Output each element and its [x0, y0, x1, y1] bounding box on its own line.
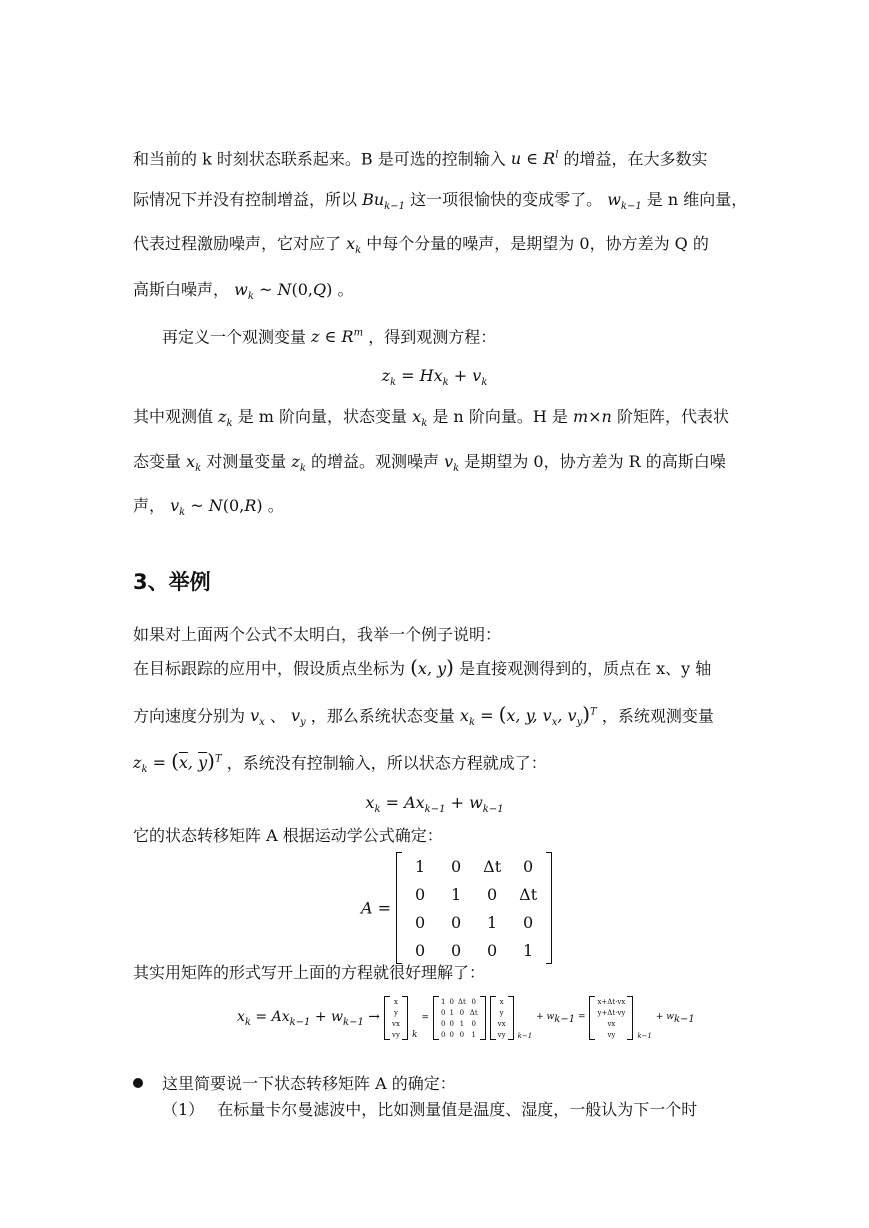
text: 是 m 阶向量，状态变量 — [237, 407, 408, 426]
text: 。 — [267, 496, 284, 515]
matrix-cell: 0 — [449, 997, 454, 1006]
matrix-cell: vy — [607, 1030, 616, 1039]
matrix-cell: 0 — [523, 912, 534, 932]
para3-line1 — [133, 407, 729, 434]
formula-zk: $z_k$ — [218, 407, 233, 430]
formula-xk: $x_k$ — [346, 234, 362, 257]
text: ，系统没有控制输入，所以状态方程就成了： — [226, 753, 547, 773]
formula-mxn: m×n — [572, 407, 612, 426]
matrix-cell: 1 — [459, 1019, 465, 1028]
text: 高斯白噪声， — [133, 280, 230, 299]
matrix-cell: 0 — [471, 1019, 476, 1028]
formula-v-dist: $v_k$ ~ N(0,R) — [170, 496, 263, 519]
text: 是直接观测得到的，质点在 x、y 轴 — [459, 659, 712, 678]
matrix-cell: 0 — [459, 1030, 465, 1039]
matrix-cell: Δt — [483, 856, 502, 876]
matrix-cell: vy — [392, 1030, 400, 1039]
matrix-cell: Δt — [457, 997, 466, 1006]
text: 是期望为 0，协方差为 R 的高斯白噪 — [464, 452, 726, 471]
matrix-cell: 0 — [451, 940, 462, 960]
expanded-equation: $x_k = Ax_{k-1} + w_{k-1}$ → x y vx vy k = 1 0 Δt 0 0 1 0 Δt 0 0 1 0 0 0 0 1 x y vx vy k−1 + $w_{k-1}$ = x+Δt·vx y+Δt·vy vx vy k−1 + $w_{k-1}$ — [237, 997, 695, 1040]
formula-xk: $x_k$ — [412, 407, 428, 430]
text: 其中观测值 — [133, 407, 214, 426]
bullet-text: 这里简要说一下状态转移矩阵 A 的确定： — [162, 1074, 456, 1093]
text: 声， — [133, 496, 166, 515]
formula-vx: $v_x$ — [250, 706, 265, 729]
matrix-cell: y — [394, 1008, 398, 1017]
state-vector-k — [384, 996, 408, 1040]
formula-Bu: $Bu_{k-1}$ — [362, 190, 405, 213]
matrix-cell: 0 — [415, 912, 426, 932]
matrix-cell: x — [499, 997, 504, 1006]
matrix-cell: x+Δt·vx — [597, 997, 626, 1006]
text: 是 n 维向量， — [646, 190, 748, 209]
bullet-icon — [133, 1078, 143, 1088]
item1 — [162, 1100, 697, 1120]
item1-number: （1） — [162, 1100, 205, 1119]
matrix-cell: 0 — [449, 1030, 454, 1039]
matrix-cell: vx — [497, 1019, 506, 1028]
matrix-A-label: A = — [361, 898, 392, 918]
formula-zk: $z_k$ — [291, 452, 306, 475]
formula-vy: $v_y$ — [291, 706, 306, 729]
state-vector-k-1 — [490, 996, 514, 1040]
matrix-cell: 0 — [523, 856, 534, 876]
text: 、 — [269, 706, 286, 726]
text: 是 n 阶向量。H 是 — [432, 407, 568, 426]
matrix-cell: 0 — [459, 1008, 465, 1017]
example-line1: 如果对上面两个公式不太明白，我举一个例子说明： — [133, 625, 502, 644]
matrix-cell: vx — [607, 1019, 616, 1028]
formula-z-in-R: z ∈ $R^m$ — [311, 327, 364, 347]
text: ，系统观测变量 — [601, 706, 714, 726]
example-line4 — [133, 750, 547, 781]
formula-u-in-R: u ∈ $R^l$ — [510, 149, 559, 169]
state-equation: $x_k = Ax_{k-1} + w_{k-1}$ — [365, 793, 504, 816]
text: 态变量 — [133, 452, 182, 471]
matrix-cell: 0 — [471, 997, 476, 1006]
text: ，那么系统状态变量 — [310, 706, 455, 726]
text: 和当前的 k 时刻状态联系起来。B 是可选的控制输入 — [133, 149, 506, 169]
text: 对测量变量 — [206, 452, 287, 471]
matrix-cell: 1 — [449, 1008, 454, 1017]
matrix-cell: x — [394, 997, 398, 1006]
formula-xy: (x, y) — [410, 655, 454, 679]
matrix-cell: 0 — [487, 884, 498, 904]
matrix-cell: 1 — [523, 940, 534, 960]
text: 阶矩阵，代表状 — [616, 407, 729, 426]
result-vector — [589, 996, 633, 1040]
formula-state-vector: $x_k = (x$, y, $v_x$, $v_y)^T$ — [459, 702, 597, 729]
matrix-cell: 0 — [487, 940, 498, 960]
matrix-A-small — [433, 996, 486, 1040]
matrix-cell: 1 — [440, 997, 446, 1006]
item1-text: 在标量卡尔曼滤波中，比如测量值是温度、湿度，一般认为下一个时 — [217, 1100, 698, 1119]
matrix-cell: 0 — [440, 1030, 446, 1039]
para2-intro — [162, 324, 496, 347]
text: 方向速度分别为 — [133, 706, 246, 726]
expanded-lhs: $x_k = Ax_{k-1} + w_{k-1}$ → — [237, 1008, 381, 1028]
section-heading: 3、举例 — [133, 570, 211, 594]
para3-line2 — [133, 452, 726, 479]
matrix-cell: vy — [497, 1030, 506, 1039]
para1-line2 — [133, 190, 747, 217]
text: 中每个分量的噪声，是期望为 0，协方差为 Q 的 — [366, 234, 709, 253]
example-line3 — [133, 703, 714, 734]
formula-w-dist: $w_k$ ~ N(0,Q) — [234, 280, 333, 303]
matrix-cell: y+Δt·vy — [597, 1008, 626, 1017]
matrix-A — [396, 852, 552, 964]
matrix-cell: Δt — [519, 884, 538, 904]
matrix-cell: 0 — [451, 912, 462, 932]
matrix-cell: 0 — [449, 1019, 454, 1028]
para1-line3 — [133, 234, 709, 261]
matrix-cell: 1 — [487, 912, 498, 932]
example-line2 — [133, 657, 711, 679]
formula-vk: $v_k$ — [444, 452, 460, 475]
example-line5: 它的状态转移矩阵 A 根据运动学公式确定： — [133, 826, 443, 845]
matrix-cell: y — [499, 1008, 504, 1017]
matrix-cell: 1 — [451, 884, 462, 904]
text: 。 — [337, 280, 354, 299]
text: 际情况下并没有控制增益，所以 — [133, 190, 358, 209]
para1-line1 — [133, 146, 708, 169]
para3-line3 — [133, 496, 284, 523]
matrix-A-equation — [361, 852, 552, 964]
formula-observation-vector: $z_k = (\overline{x}$, $\overline{y})^T$ — [133, 749, 222, 776]
text: 的增益，在大多数实 — [563, 149, 708, 169]
matrix-cell: 1 — [415, 856, 426, 876]
formula-w: $w_{k-1}$ — [607, 190, 642, 213]
matrix-cell: vx — [392, 1019, 400, 1028]
matrix-cell: Δt — [469, 1008, 478, 1017]
text: 再定义一个观测变量 — [162, 327, 307, 347]
matrix-cell: 0 — [451, 856, 462, 876]
matrix-cell: 0 — [440, 1019, 446, 1028]
para1-line4 — [133, 280, 353, 307]
text: 的增益。观测噪声 — [311, 452, 440, 471]
text: 代表过程激励噪声，它对应了 — [133, 234, 342, 253]
text: 这一项很愉快的变成零了。 — [410, 190, 603, 209]
matrix-cell: 0 — [440, 1008, 446, 1017]
example-line6: 其实用矩阵的形式写开上面的方程就很好理解了： — [133, 963, 486, 982]
text: ，得到观测方程： — [368, 327, 497, 347]
matrix-cell: 0 — [415, 884, 426, 904]
matrix-cell: 1 — [471, 1030, 476, 1039]
matrix-cell: 0 — [415, 940, 426, 960]
observation-equation: $z_k = Hx_k + v_k$ — [381, 366, 488, 389]
text: 在目标跟踪的应用中，假设质点坐标为 — [133, 659, 406, 678]
formula-xk: $x_k$ — [186, 452, 202, 475]
